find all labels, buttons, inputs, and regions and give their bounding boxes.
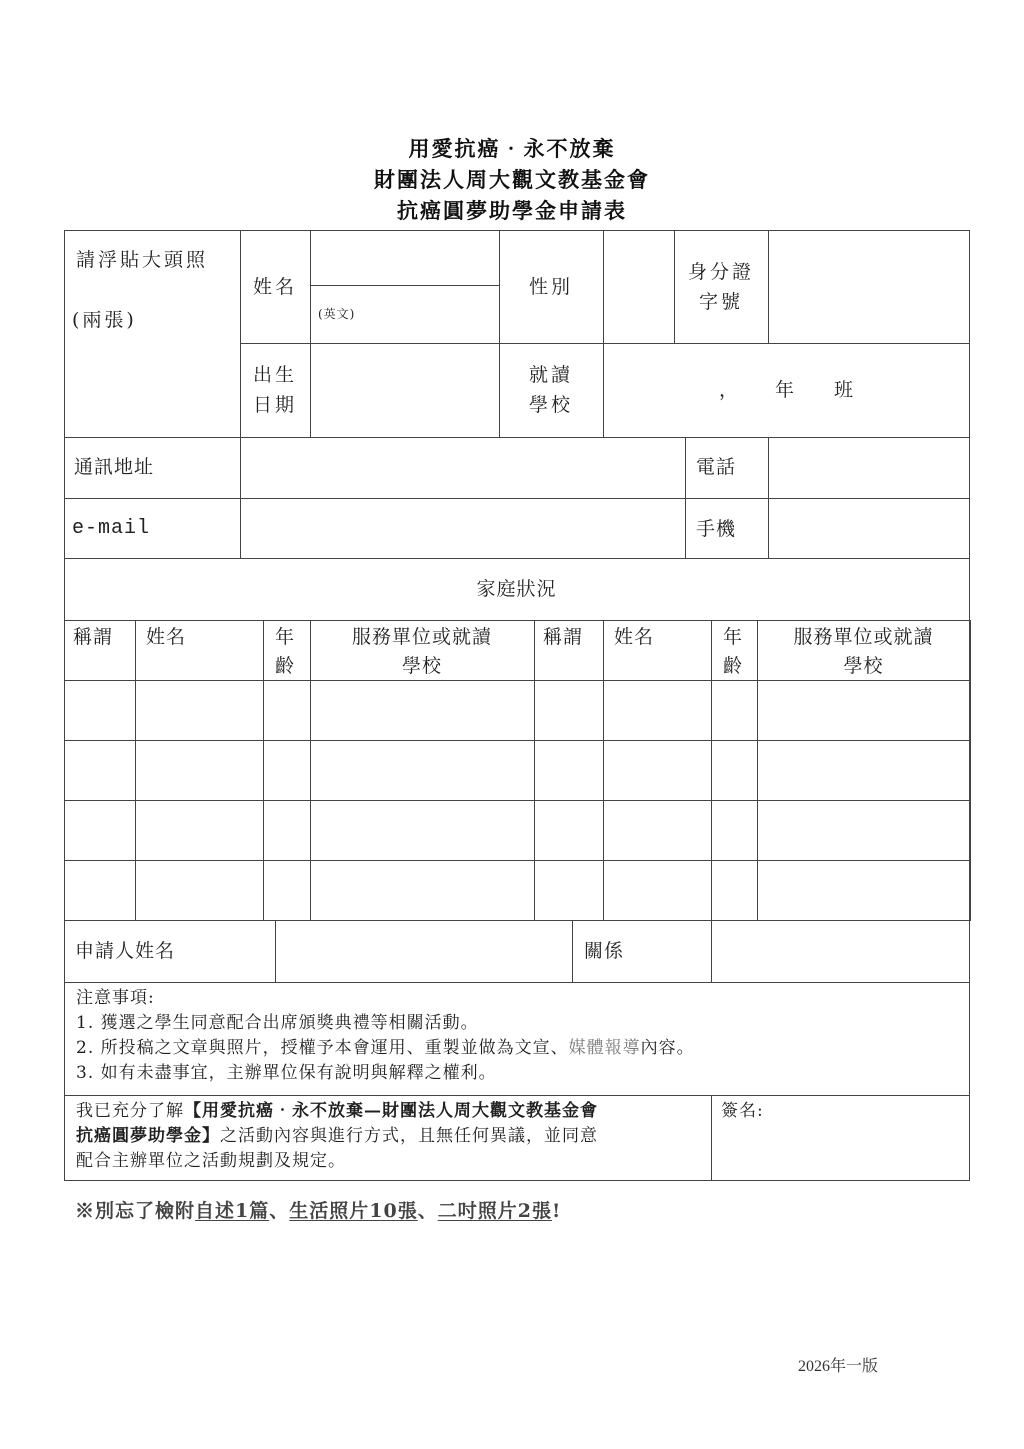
family-cell-age[interactable] [711,860,758,921]
applicant-name-label: 申請人姓名 [75,940,176,962]
family-cell-relation[interactable] [64,800,136,861]
family-cell-relation[interactable] [534,740,604,801]
family-header-label: 齡 [275,655,298,677]
photo-count-label: (兩張) [72,309,137,331]
birth-label-cell [240,343,311,438]
school-label-line2: 學校 [528,394,573,416]
family-cell-age[interactable] [711,680,758,741]
name-label-cell [240,230,311,344]
note-item-2 [76,1036,695,1061]
consent-prefix: 我已充分了解 [76,1101,184,1121]
family-cell-age[interactable] [263,740,311,801]
family-cell-workplace[interactable] [757,740,971,801]
id-number-field[interactable] [768,230,970,344]
relation-label-cell [572,920,712,983]
family-cell-workplace[interactable] [310,800,535,861]
family-header-age-left [263,620,311,681]
note-item-1: 1. 獲選之學生同意配合出席頒獎典禮等相關活動。 [76,1013,479,1033]
phone-label: 電話 [696,456,737,478]
notes-heading: 注意事項: [76,988,155,1008]
note-item-2-tail: 內容。 [640,1038,695,1058]
family-header-label: 稱謂 [73,626,114,648]
applicant-name-label-cell [64,920,276,983]
reminder-prefix: ※別忘了檢附 [75,1200,196,1222]
phone-label-cell [685,437,769,499]
gender-label-cell [499,230,604,344]
signature-field[interactable] [711,1095,970,1181]
consent-program-name: 【用愛抗癌‧永不放棄—財團法人周大觀文教基金會 [184,1101,598,1121]
family-header-label: 稱謂 [543,626,584,648]
birth-label-line2: 日期 [252,394,297,416]
family-cell-workplace[interactable] [310,680,535,741]
mobile-field[interactable] [768,498,970,559]
reminder-item-autobiography: 自述1篇 [195,1200,270,1222]
family-header-label: 學校 [401,655,442,677]
family-cell-workplace[interactable] [757,680,971,741]
consent-line-3: 配合主辦單位之活動規劃及規定。 [76,1151,346,1171]
attachment-reminder [75,1196,561,1223]
family-cell-age[interactable] [263,680,311,741]
family-cell-name[interactable] [603,680,712,741]
family-cell-relation[interactable] [534,860,604,921]
email-label-cell [64,498,241,559]
english-name-field[interactable] [310,285,500,344]
note-item-2-main: 2. 所投稿之文章與照片，授權予本會運用、重製並做為文宣、 [76,1038,569,1058]
family-cell-relation[interactable] [534,680,604,741]
signature-label: 簽名: [721,1101,764,1121]
title-form-name: 抗癌圓夢助學金申請表 [397,198,627,223]
family-header-age-right [711,620,758,681]
family-header-label: 姓名 [614,626,655,648]
family-header-label: 年 [275,626,298,648]
family-header-label: 學校 [843,655,884,677]
title-organization: 財團法人周大觀文教基金會 [374,167,650,192]
family-cell-age[interactable] [263,860,311,921]
family-header-label: 服務單位或就讀 [351,626,492,648]
family-cell-name[interactable] [135,740,264,801]
photo-label: 請浮貼大頭照 [76,249,209,271]
english-name-hint: (英文) [318,307,356,321]
consent-line-1 [76,1099,706,1124]
family-header-label: 年 [723,626,746,648]
mobile-label-cell [685,498,769,559]
address-field[interactable] [240,437,686,499]
form-version: 2026年一版 [798,1358,879,1375]
consent-line-2 [76,1124,706,1149]
relation-label: 關係 [584,940,625,962]
family-header-relation-left [64,620,136,681]
family-cell-relation[interactable] [64,740,136,801]
school-field[interactable] [603,343,970,438]
title-slogan: 用愛抗癌‧永不放棄 [408,136,616,161]
reminder-suffix: ! [551,1200,562,1222]
family-cell-relation[interactable] [64,860,136,921]
family-cell-workplace[interactable] [310,740,535,801]
note-item-2-muted: 媒體報導 [568,1038,641,1058]
mobile-label: 手機 [696,518,737,540]
consent-program-name-cont: 抗癌圓夢助學金】 [76,1126,220,1146]
birth-label-line1: 出生 [252,364,297,386]
family-header-workplace-left [310,620,535,681]
school-label-cell [499,343,604,438]
family-header-name-right [603,620,712,681]
family-cell-name[interactable] [603,800,712,861]
family-cell-name[interactable] [135,800,264,861]
school-class-label: 班 [834,379,857,401]
id-label-cell [674,230,769,344]
id-label-line2: 字號 [698,290,743,313]
applicant-name-field[interactable] [275,920,573,983]
family-header-label: 服務單位或就讀 [793,626,934,648]
family-header-label: 齡 [723,655,746,677]
family-cell-relation[interactable] [534,800,604,861]
family-header-name-left [135,620,264,681]
school-year-label: 年 [775,379,798,401]
gender-field[interactable] [603,230,675,344]
name-label: 姓名 [252,275,297,298]
family-section-heading [64,558,970,621]
family-cell-workplace[interactable] [757,860,971,921]
family-cell-name[interactable] [603,860,712,921]
address-label-cell [64,437,241,499]
family-cell-relation[interactable] [64,680,136,741]
note-item-3: 3. 如有未盡事宜，主辦單位保有說明與解釋之權利。 [76,1063,497,1083]
family-cell-workplace[interactable] [757,800,971,861]
address-label: 通訊地址 [74,456,155,478]
family-cell-name[interactable] [135,860,264,921]
school-comma: ， [719,379,742,401]
consent-suffix-1: 之活動內容與進行方式，且無任何異議，並同意 [220,1126,598,1146]
relation-field[interactable] [711,920,970,983]
consent-statement-cell [64,1095,712,1181]
notes-section [64,982,970,1096]
reminder-separator: 、 [269,1200,290,1222]
family-header-label: 姓名 [146,626,187,648]
id-label-line1: 身分證 [687,260,754,283]
reminder-item-life-photos: 生活照片10張 [289,1200,418,1222]
gender-label: 性別 [528,275,573,298]
phone-field[interactable] [768,437,970,499]
email-field[interactable] [240,498,686,559]
family-section-title: 家庭狀況 [476,578,557,600]
reminder-separator: 、 [417,1200,438,1222]
family-cell-workplace[interactable] [310,860,535,921]
family-cell-age[interactable] [263,800,311,861]
family-header-relation-right [534,620,604,681]
family-cell-name[interactable] [603,740,712,801]
form-title [0,133,1024,226]
family-cell-name[interactable] [135,680,264,741]
email-label: e-mail [72,517,151,540]
name-field[interactable] [310,230,500,286]
family-cell-age[interactable] [711,800,758,861]
reminder-item-id-photos: 二吋照片2張 [437,1200,552,1222]
family-cell-age[interactable] [711,740,758,801]
school-label-line1: 就讀 [528,364,573,386]
birth-date-field[interactable] [310,343,500,438]
family-header-workplace-right [757,620,971,681]
